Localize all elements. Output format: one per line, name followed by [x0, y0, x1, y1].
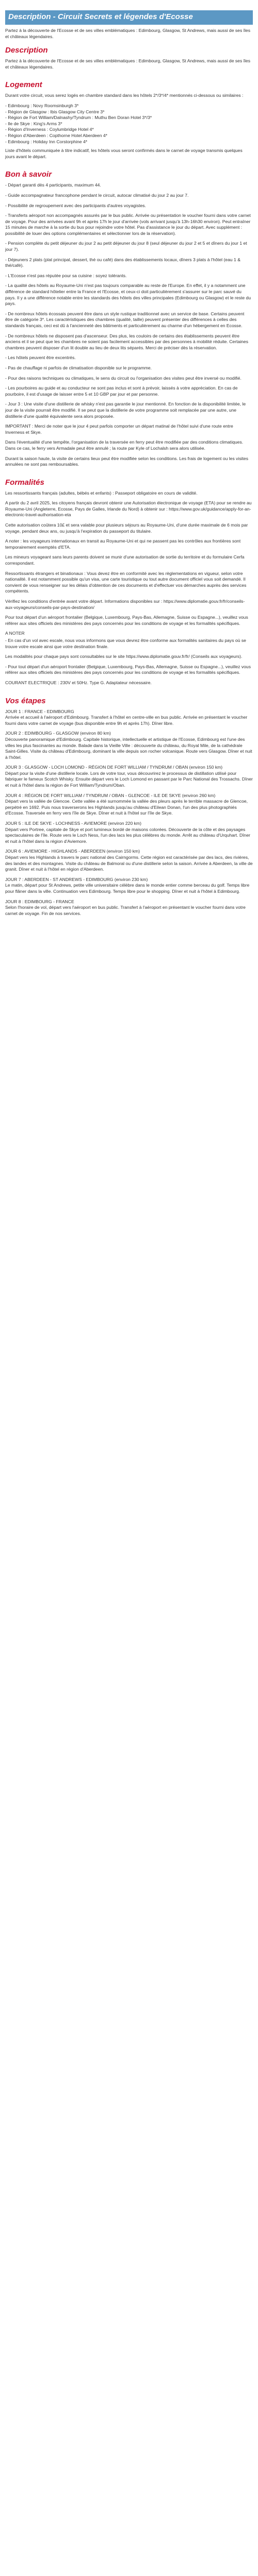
page-title: Description - Circuit Secrets et légendes d'Ecosse	[5, 10, 253, 25]
logement-intro: Durant votre circuit, vous serez logés en chambre standard dans les hôtels 2*/3*/4* mentionnés ci-dessous ou similaires :	[5, 93, 244, 98]
info-line: - Jour 3 : Une visite d'une distillerie de whisky n'est pas garantie le jour mentionné. En fonction de la disponibilité limitée, le jour de la visite pourrait être modifié. Il se peut que la distillerie de votre programme soit remplacée par une autre, une distillerie d'une qualité équivalente sera alors proposée.	[5, 401, 246, 419]
description-text: Partez à la découverte de l'Ecosse et de ses villes emblématiques : Edimbourg, Glasgow, St Andrews, mais aussi de ses îles et châteaux légendaires.	[5, 58, 251, 70]
formalites-line: A noter : les voyageurs internationaux en transit au Royaume-Uni et qui ne passent pas les contrôles aux frontières sont temporairement exemptés d'ETA.	[5, 538, 241, 550]
day-block	[5, 731, 253, 760]
formalites-line: Vérifiez les conditions d'entrée avant votre départ. Informations disponibles sur : https://www.diplomatie.gouv.fr/fr/conseils-aux-voyageurs/conseils-par-pays-destination/	[5, 599, 245, 610]
hotel-list	[5, 103, 253, 145]
info-line: - Les pourboires au guide et au conducteur ne sont pas inclus et sont à prévoir, laissés à votre appréciation. En cas de pourboire, il est d'usage de laisser entre 5 et 10 GBP par jour et par personne.	[5, 385, 238, 397]
info-line: Dans l'éventualité d'une tempête, l'organisation de la traversée en ferry peut être modifiée par des conditions climatiques. Dans ce cas, le ferry vers Armadale peut être annulé ; la route par Kyle of Lochalsh sera alors utilisée.	[5, 439, 244, 451]
day-title: JOUR 8 : EDIMBOURG - FRANCE	[5, 899, 74, 904]
day-title: JOUR 1 : FRANCE - EDIMBOURG	[5, 708, 74, 714]
formalites-list	[5, 490, 253, 627]
formalites-line: Pour tout départ d'un aéroport frontalier (Belgique, Luxembourg, Pays-Bas, Allemagne, Suisse ou Espagne...), veuillez vous référer aux sites officiels des ministères des pays concernés pour les conditions de voyage et les formalités spécifiques.	[5, 615, 248, 626]
info-line: - Déjeuners 2 plats (plat principal, dessert, thé ou café) dans des établissements locaux, dîners 3 plats à l'hôtel (eau 1 & thé/café).	[5, 257, 240, 268]
anoter-line: - En cas d'un vol avec escale, nous vous informons que vous devrez être conforme aux formalités sanitaires du pays où se trouve votre escale ainsi que votre destination finale.	[5, 637, 246, 649]
page	[0, 0, 258, 921]
info-line: - Les hôtels peuvent être excentrés.	[5, 355, 76, 361]
day-text: Départ vers Portree, capitale de Skye et port lumineux bordé de maisons colorées. Découverte de la côte et des paysages spectaculaires de l'île. Route vers le Loch Ness, l'un des lacs les plus célèbres du monde. Arrêt au château d'Urquhart. Dîner et nuit à l'hôtel dans la région d'Aviemore.	[5, 826, 250, 844]
logement-note: Liste d'hôtels communiquée à titre indicatif, les hôtels vous seront confirmés dans le carnet de voyage transmis quelques jours avant le départ.	[5, 148, 243, 159]
day-block	[5, 793, 253, 817]
day-title: JOUR 6 : AVIEMORE - HIGHLANDS - ABERDEEN (environ 150 km)	[5, 849, 140, 854]
formalites-heading: Formalités	[5, 478, 44, 487]
info-line: - De nombreux hôtels ne disposent pas d'ascenseur. Des plus, les couloirs de certains des établissements peuvent être anciens et il se peut que les chambres ne soient pas facilement accessibles par des personnes à mobilité réduite. Certaines chambres peuvent disposer d'un lit double au lieu de deux lits séparés. Merci de préciser dès la réservation.	[5, 333, 249, 350]
hotel-item: - Ile de Skye : King's Arms 3*	[5, 121, 62, 126]
info-line: - L'Ecosse n'est pas réputée pour sa cuisine : soyez tolérants.	[5, 273, 127, 278]
day-title: JOUR 4 : RÉGION DE FORT WILLIAM / TYNDRUM / OBAN - GLENCOE - ILE DE SKYE (environ 260 km)	[5, 792, 216, 798]
day-text: Selon l'horaire de vol, départ vers l'aéroport en bus public. Transfert à l'aéroport en présentant le voucher fourni dans votre carnet de voyage. Fin de nos services.	[5, 905, 246, 916]
day-text: Le matin, départ pour St Andrews, petite ville universitaire célèbre dans le monde entier comme berceau du golf. Temps libre pour flâner dans la ville. Continuation vers Edimbourg. Temps libre pour le shopping. Dîner et nuit à l'hôtel à Edimbourg.	[5, 883, 250, 894]
anoter-heading: A NOTER	[5, 631, 25, 636]
formalites-line: Les mineurs voyageant sans leurs parents doivent se munir d'une autorisation de sortie du territoire et du formulaire Cerfa correspondant.	[5, 554, 245, 566]
formalites-line: Ressortissants étrangers et binationaux : Vous devez être en conformité avec les règlementations en vigueur, selon votre nationalité. Il est notamment possible qu'un visa, une carte touristique ou tout autre document officiel vous soit demandé. Il convient de vous renseigner sur les délais d'obtention de ces documents et d'effectuer vos démarches auprès des services compétents.	[5, 570, 247, 594]
info-line: - Pas de chauffage ni parfois de climatisation disponible sur le programme.	[5, 365, 152, 370]
day-text: Départ pour la visite d'une distillerie locale. Lors de votre tour, vous découvrirez le processus de distillation utilisé pour fabriquer le fameux Scotch Whisky. Ensuite départ vers le Loch Lomond en passant par le Parc National des Trossachs. Dîner et nuit à l'hôtel dans la région de Fort William/Tyndrum/Oban.	[5, 770, 253, 788]
info-line: - De nombreux hôtels écossais peuvent être dans un style rustique traditionnel avec un service de base. Certains peuvent être de catégorie 3*. Les caractéristiques des chambres (qualité, taille) peuvent présenter des différences à celles des standards français, ceci est dû à l'ancienneté des bâtiments et particulièrement au charme d'un hébergement en Ecosse.	[5, 311, 245, 328]
anoter-line: - Pour tout départ d'un aéroport frontalier (Belgique, Luxembourg, Pays-Bas, Allemagne, Suisse ou Espagne...), veuillez vous référer aux sites officiels des ministères des pays concernés pour les conditions de voyage et les formalités spécifiques.	[5, 664, 251, 675]
hotel-item: - Région de Glasgow : Ibis Glasgow City Centre 3*	[5, 109, 105, 114]
info-line: - Transferts aéroport non accompagnés assurés par le bus public. Arrivée ou présentation le voucher fourni dans votre carnet de voyage. Pour des arrivées avant 9h et après 17h le jour d'arrivée (vols arrivant jusqu'à 13h-16h30 environ). Peut entraîner 15 minutes de marche à la sortie du bus pour rejoindre votre hôtel. Pas d'assistance le jour du départ. Avec supplément : possibilité de louer des options complémentaires et sélectionner lors de la réservation).	[5, 213, 251, 236]
day-title: JOUR 3 : GLASGOW - LOCH LOMOND - RÉGION DE FORT WILLIAM / TYNDRUM / OBAN (environ 150 km)	[5, 765, 223, 770]
info-line: Durant la saison haute, la visite de certains lieux peut être modifiée selon les conditions. Les frais de logement ou les visites annulées ne sont pas remboursables.	[5, 455, 249, 467]
anoter-line: Les modalités pour chaque pays sont consultables sur le site https://www.diplomatie.gouv.fr/fr/ (Conseils aux voyageurs).	[5, 654, 243, 659]
anoter-list	[5, 638, 253, 676]
day-block	[5, 899, 253, 917]
courant-electrique: COURANT ELECTRIQUE : 230V et 50Hz. Type G. Adaptateur nécessaire.	[5, 680, 152, 685]
hotel-item: - Région de Fort William/Dalnashy/Tyndrum : Muthu Ben Doran Hotel 3*/3*	[5, 115, 152, 121]
hotel-item: - Edimbourg : Novy Roomsinburgh 3*	[5, 103, 79, 108]
day-block	[5, 709, 253, 727]
day-block	[5, 849, 253, 872]
day-title: JOUR 7 : ABERDEEN - ST ANDREWS - EDIMBOURG (environ 230 km)	[5, 876, 148, 882]
info-line: - Pour des raisons techniques ou climatiques, le sens du circuit ou l'organisation des visites peut être inversé ou modifié.	[5, 375, 241, 381]
day-text: Départ vers les Highlands à travers le parc national des Cairngorms. Cette région est caractérisée par des lacs, des rivières, des landes et des montagnes. Visite du château de Balmoral ou d'une distillerie selon la saison. Arrivée à Aberdeen, la ville de granit. Dîner et nuit à l'hôtel en région d'Aberdeen.	[5, 855, 253, 872]
bon-a-savoir-heading: Bon à savoir	[5, 170, 52, 179]
info-line: - Possibilité de regroupement avec des participants d'autres voyagistes.	[5, 202, 146, 208]
hotel-item: - Edimbourg : Holiday Inn Corstorphine 4*	[5, 139, 88, 144]
description-heading: Description	[5, 46, 48, 55]
day-block	[5, 821, 253, 844]
hotel-item: - Région d'Inverness : Coylumbridge Hotel 4*	[5, 127, 94, 132]
day-block	[5, 877, 253, 895]
info-line: - La qualité des hôtels au Royaume-Uni n'est pas toujours comparable au reste de l'Europe. En effet, il y a notamment une différence de standard hôtelier entre la France et l'Ecosse, et ceux-ci doit particulièrement s'assurer sur le parc sauvé du pays. Il y a une différence notable entre les standards des hôtels des villes principales (Edimbourg ou Glasgow) et le reste du pays.	[5, 283, 251, 307]
hotel-item: - Région d'Aberdeen : Copthorne Hotel Aberdeen 4*	[5, 132, 107, 138]
formalites-line: A partir du 2 avril 2025, les citoyens français devront obtenir une Autorisation électronique de voyage (ETA) pour se rendre au Royaume-Uni (Angleterre, Ecosse, Pays de Galles, Irlande du Nord) à obtenir sur : https://www.gov.uk/guidance/apply-for-an-electronic-travel-authorisation-eta	[5, 500, 252, 518]
formalites-line: Les ressortissants français (adultes, bébés et enfants) : Passeport obligatoire en cours de validité.	[5, 490, 198, 496]
info-line: - Départ garanti dès 4 participants, maximum 44.	[5, 182, 101, 188]
day-text: Découverte panoramique d'Edimbourg. Capitale historique, intellectuelle et artistique de l'Ecosse, Edimbourg est l'une des villes les plus fascinantes au monde. Balade dans la Vieille Ville : découverte du château, du Royal Mile, de la cathédrale Saint-Gilles. Visite du château d'Edimbourg, dominant la ville depuis son rocher volcanique. Route vers Glasgow. Dîner et nuit à l'hôtel.	[5, 736, 252, 760]
intro-text: Partez à la découverte de l'Ecosse et de ses villes emblématiques : Edimbourg, Glasgow, St Andrews, mais aussi de ses îles et châteaux légendaires.	[5, 28, 251, 39]
formalites-line: Cette autorisation coûtera 10£ et sera valable pour plusieurs séjours au Royaume-Uni, d'une durée maximale de 6 mois par voyage, pendant deux ans, ou jusqu'à l'expiration du passeport du titulaire.	[5, 522, 248, 534]
logement-heading: Logement	[5, 80, 42, 90]
day-block	[5, 765, 253, 788]
bon-a-savoir-list	[5, 182, 253, 467]
important-note: IMPORTANT : Merci de noter que le jour 4 peut parfois comporter un départ matinal de l'hôtel suivi d'une route entre Inverness et Skye.	[5, 423, 233, 435]
day-title: JOUR 5 : ILE DE SKYE - LOCHNESS - AVIEMORE (environ 220 km)	[5, 821, 141, 826]
day-title: JOUR 2 : EDIMBOURG - GLASGOW (environ 80 km)	[5, 731, 111, 736]
day-text: Départ vers la vallée de Glencoe. Cette vallée a été surnommée la vallée des pleurs après le terrible massacre de Glencoe, perpétré en 1692. Puis nous traverserons les Highlands jusqu'au château d'Eilean Donan, l'un des plus photographiés d'Ecosse. Traversée en ferry vers l'île de Skye. Dîner et nuit à l'hôtel sur l'île de Skye.	[5, 799, 248, 816]
etapes-heading: Vos étapes	[5, 696, 46, 705]
day-text: Arrivée et accueil à l'aéroport d'Edimbourg. Transfert à l'hôtel en centre-ville en bus public. Arrivée en présentant le voucher fourni dans votre carnet de voyage (bus disponible entre 9h et après 17h). Dîner libre.	[5, 715, 248, 726]
info-line: - Pension complète du petit déjeuner du jour 2 au petit déjeuner du jour 8 (seul déjeuner du jour 2 et 5 et dîners du jour 1 et jour 7).	[5, 241, 247, 252]
info-line: - Guide accompagnateur francophone pendant le circuit, autocar climatisé du jour 2 au jour 7.	[5, 192, 189, 198]
